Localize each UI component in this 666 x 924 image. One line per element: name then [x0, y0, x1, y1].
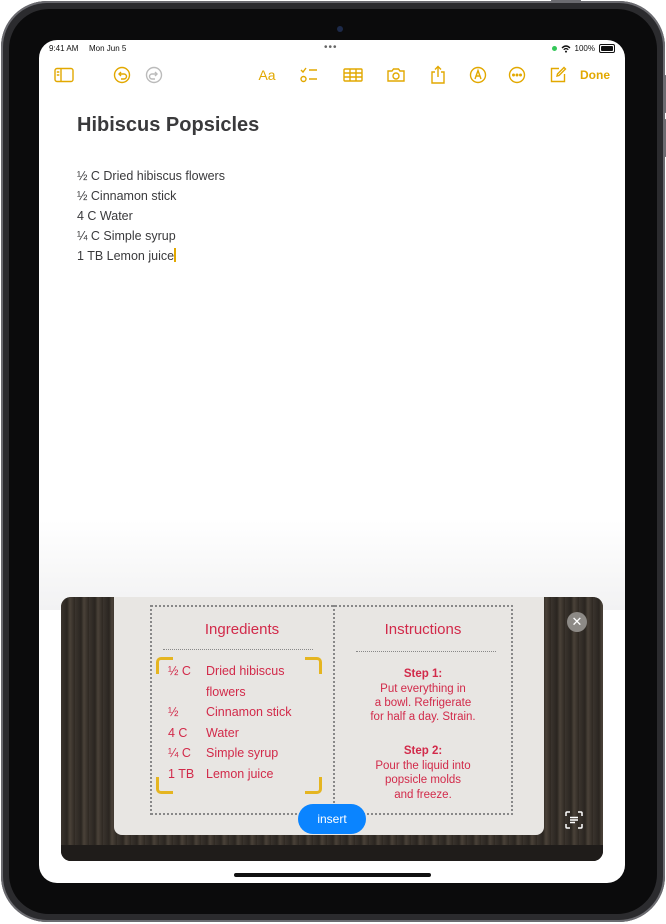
- battery-icon: [599, 44, 615, 53]
- ingredient-qty: 1 TB: [168, 766, 195, 781]
- ingredient-row: [168, 764, 291, 785]
- markup-icon[interactable]: [467, 64, 489, 86]
- status-date: Mon Jun 5: [89, 44, 127, 53]
- step1-line: a bowl. Refrigerate: [374, 697, 472, 709]
- ingredients-column: [151, 605, 333, 815]
- ingredient-row: [168, 682, 291, 703]
- ingredient-item: flowers: [206, 684, 246, 699]
- ingredient-qty: ¼ C: [168, 746, 191, 760]
- step2-title: Step 2:: [403, 745, 443, 757]
- note-line: 4 C Water: [77, 209, 133, 223]
- status-bar: [39, 40, 625, 58]
- live-text-scan-icon[interactable]: [563, 809, 585, 831]
- top-button: [551, 0, 581, 3]
- close-scanner-button[interactable]: ✕: [567, 612, 587, 632]
- ingredient-row: [168, 743, 291, 764]
- more-icon[interactable]: [506, 64, 528, 86]
- ingredient-item: Water: [206, 725, 239, 740]
- redo-icon[interactable]: [143, 64, 165, 86]
- screen: [39, 40, 625, 883]
- wifi-icon: [561, 45, 571, 53]
- note-line: ½ Cinnamon stick: [77, 189, 177, 203]
- scanner-bottom-bar: [61, 845, 603, 861]
- selection-bracket-br: [305, 777, 322, 794]
- compose-icon[interactable]: [547, 64, 569, 86]
- live-text-scanner: [61, 597, 603, 861]
- battery-percent: 100%: [574, 44, 595, 53]
- step1-line: Put everything in: [380, 683, 466, 695]
- done-button[interactable]: Done: [580, 68, 610, 82]
- selection-bracket-tr: [305, 657, 322, 674]
- insert-button[interactable]: insert: [298, 804, 366, 834]
- checklist-icon[interactable]: [298, 64, 320, 86]
- note-title[interactable]: Hibiscus Popsicles: [77, 114, 260, 136]
- step2-line: Pour the liquid into: [375, 760, 471, 772]
- ingredient-qty: ½ C: [168, 664, 191, 678]
- ingredient-item: Cinnamon stick: [206, 705, 292, 719]
- status-time: 9:41 AM: [49, 44, 79, 53]
- camera-icon[interactable]: [385, 64, 407, 86]
- note-line: 1 TB Lemon juice: [77, 249, 175, 263]
- text-format-icon[interactable]: Aa: [258, 67, 276, 83]
- undo-icon[interactable]: [111, 64, 133, 86]
- multitasking-dots[interactable]: •••: [324, 42, 338, 53]
- selection-bracket-tl: [156, 657, 173, 674]
- selection-bracket-bl: [156, 777, 173, 794]
- sidebar-icon[interactable]: [53, 64, 75, 86]
- status-right: [552, 44, 615, 53]
- ingredients-heading: Ingredients: [204, 621, 280, 638]
- table-icon[interactable]: [342, 64, 364, 86]
- camera-indicator-icon: [552, 46, 557, 51]
- front-camera: [337, 26, 343, 32]
- ingredients-rule: [163, 649, 313, 650]
- instructions-column: [334, 605, 512, 815]
- ingredient-row: [168, 661, 291, 682]
- ingredient-qty: ½: [168, 705, 179, 719]
- instructions-heading: Instructions: [384, 621, 462, 638]
- step1-line: for half a day. Strain.: [370, 711, 476, 723]
- instructions-rule: [356, 651, 496, 652]
- note-body[interactable]: [77, 166, 225, 266]
- text-cursor: [174, 248, 176, 262]
- ingredient-item: Dried hibiscus: [206, 664, 285, 678]
- ingredient-item: Simple syrup: [206, 746, 279, 760]
- ingredient-item: Lemon juice: [206, 766, 274, 781]
- note-line: ½ C Dried hibiscus flowers: [77, 169, 225, 183]
- home-indicator[interactable]: [234, 873, 431, 877]
- ingredient-row: [168, 702, 291, 723]
- note-line-last: [77, 246, 225, 266]
- ingredient-row: [168, 723, 291, 744]
- share-icon[interactable]: [427, 64, 449, 86]
- toolbar: [39, 64, 625, 88]
- step2-line: popsicle molds: [384, 774, 462, 786]
- ingredient-qty: 4 C: [168, 725, 188, 740]
- recipe-card: [114, 597, 544, 835]
- step1-title: Step 1:: [403, 668, 443, 680]
- note-line: ¼ C Simple syrup: [77, 229, 176, 243]
- step2-line: and freeze.: [394, 789, 452, 801]
- ingredients-list[interactable]: [168, 661, 291, 784]
